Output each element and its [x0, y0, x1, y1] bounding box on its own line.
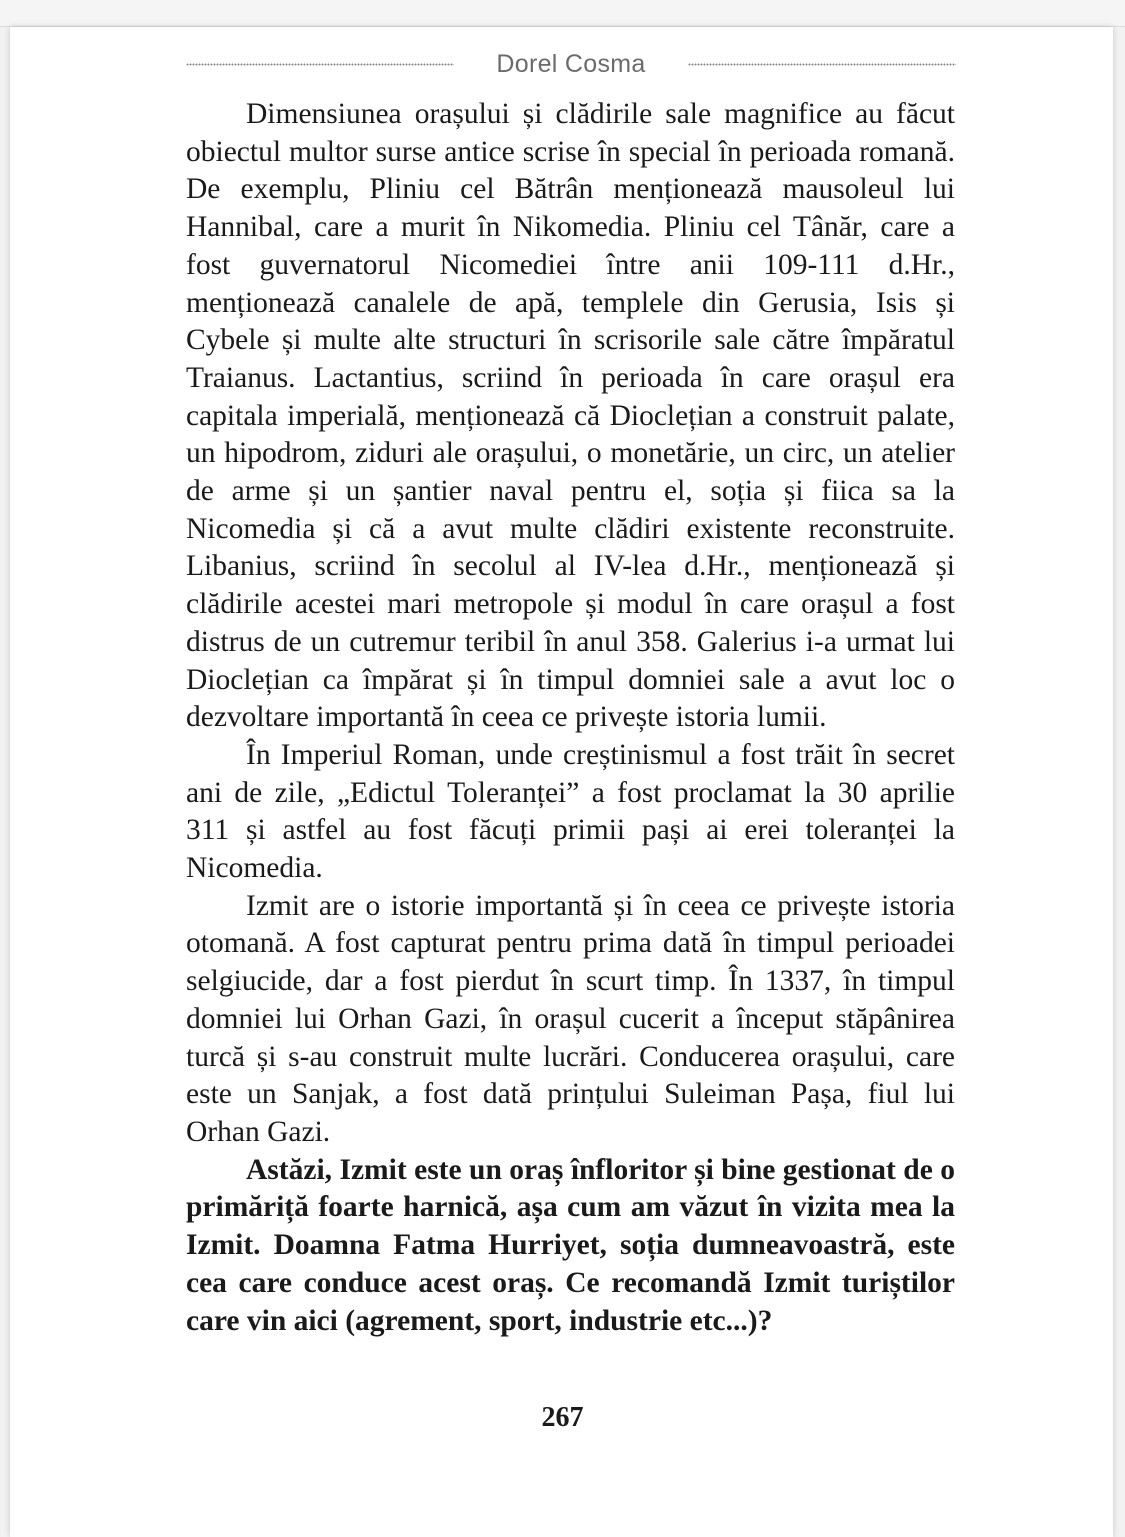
running-header [186, 48, 956, 80]
paragraph-3: Izmit are o istorie importantă și în ceea ce privește istoria otomană. A fost capturat pentru prima dată în timpul perioadei selgiucide, dar a fost pierdut în scurt timp. În 1337, în timpul domniei lui Orhan Gazi, în orașul cucerit a început stăpânirea turcă și s-au construit multe lucrări. Conducerea orașului, care este un Sanjak, a fost dată prințului Suleiman Pașa, fiul lui Orhan Gazi. [186, 889, 955, 1148]
paragraph-1: Dimensiunea orașului și clădirile sale magnifice au făcut obiectul multor surse antice scrise în special în perioada romană. De exemplu, Pliniu cel Bătrân menționează mausoleul lui Hannibal, care a murit în Nikomedia. Pliniu cel Tânăr, care a fost guvernatorul Nicomediei între anii 109-111 d.Hr., menționează canalele de apă, templele din Gerusia, Isis și Cybele și multe alte structuri în scrisorile sale către împăratul Traianus. Lactantius, scriind în perioada în care orașul era capitala imperială, menționează că Dioclețian a construit palate, un hipodrom, ziduri ale orașului, o monetărie, un circ, un atelier de arme și un șantier naval pentru el, soția și fiica sa la Nicomedia și că a avut multe clădiri existente reconstruite. Libanius, scriind în secolul al IV-lea d.Hr., menționează și clădirile acestei mari metropole și modul în care orașul a fost distrus de un cutremur teribil în anul 358. Galerius i-a urmat lui Dioclețian ca împărat și în timpul domniei sale a avut loc o dezvoltare importantă în ceea ce privește istoria lumii. [186, 98, 955, 734]
viewer-top-bar [0, 0, 1125, 27]
header-rule-right [688, 62, 956, 67]
paragraph-4-question: Astăzi, Izmit este un oraș înfloritor și bine gestionat de o primăriță foarte harnică, așa cum am văzut în vizita mea la Izmit. Doamna Fatma Hurriyet, soția dumneavoastră, este cea care conduce acest oraș. Ce recomandă Izmit turiștilor care vin aici (agrement, sport, industrie etc...)? [186, 1153, 955, 1337]
page-body [186, 96, 955, 1340]
header-author: Dorel Cosma [496, 49, 646, 78]
page-number: 267 [541, 1402, 584, 1433]
header-rule-left [186, 62, 454, 67]
paragraph-2: În Imperiul Roman, unde creștinismul a fost trăit în secret ani de zile, „Edictul Toleranței” a fost proclamat la 30 aprilie 311 și astfel au fost făcuți primii pași ai erei toleranței la Nicomedia. [186, 738, 955, 885]
